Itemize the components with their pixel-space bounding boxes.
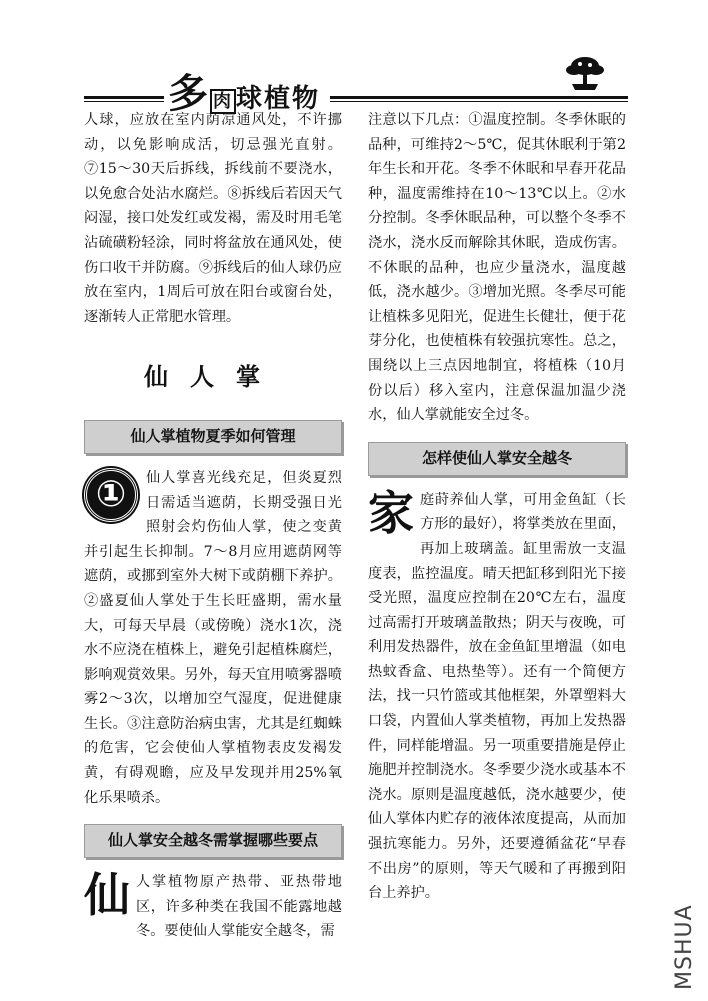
left-paragraph-2-text: 仙人掌喜光线充足，但炎夏烈日需适当遮荫，长期受强日光照射会灼伤仙人掌，使之变黄并引起生长抑制。7～8月应用遮荫网等遮荫，或挪到室外大树下或荫棚下养护。②盛夏仙人掌处于生长旺盛期，需水量大，可每天早晨（或傍晚）浇水1次，浇水不应浇在植株上，避免引起植株腐烂，影响观赏效果。另外，每天宜用喷雾器喷雾2～3次，以增加空气湿度，促进健康生长。③注意防治病虫害，尤其是红蜘蛛的危害，它会使仙人掌植物表皮发褐发黄，有碍观瞻，应及早发现并用25%氧化乐果喷杀。 [84, 469, 342, 806]
header-title-first: 多 [168, 71, 210, 117]
header-rule-right-thin [330, 101, 628, 102]
left-paragraph-2 [84, 466, 342, 810]
left-paragraph-3-text: 人掌植物原产热带、亚热带地区，许多种类在我国不能露地越冬。要使仙人掌能安全越冬，需 [136, 874, 342, 940]
header-rule-left-thin [84, 101, 164, 102]
header-rule-left [84, 96, 164, 99]
left-column [84, 108, 342, 944]
right-paragraph-1: 注意以下几点：①温度控制。冬季休眠的品种，可维持2～5℃，促其休眠利于第2年生长和开花。冬季不休眠和早春开花品种，温度需维持在10～13℃以上。②水分控制。冬季休眠品种，可以整个冬季不浇水，浇水反而解除其休眠，造成伤害。不休眠的品种，也应少量浇水，温度越低，浇水越少。③增加光照。冬季尽可能让植株多见阳光，促进生长健壮，便于花芽分化，也使植株有较强抗寒性。总之，围绕以上三点因地制宜，将植株（10月份以后）移入室内，注意保温加温少浇水，仙人掌就能安全过冬。 [368, 112, 626, 424]
subheading-summer-care: 仙人掌植物夏季如何管理 [84, 420, 342, 454]
header-title-rest: 球植物 [236, 84, 321, 114]
plant-logo-icon [560, 52, 610, 92]
section-title: 仙人掌 [144, 363, 282, 392]
subheading-winter-key-points: 仙人掌安全越冬需掌握哪些要点 [84, 824, 342, 858]
right-paragraph-2 [368, 485, 626, 906]
subheading-safe-winter: 怎样使仙人掌安全越冬 [368, 442, 626, 476]
right-column [368, 108, 626, 906]
right-paragraph-2-text: 庭莳养仙人掌，可用金鱼缸（长方形的最好），将掌类放在里面，再加上玻璃盖。缸里需放一支温度表，监控温度。晴天把缸移到阳光下接受光照，温度应控制在20℃左右，温度过高需打开玻璃盖散热；阴天与夜晚，可利用发热器件，放在金鱼缸里增温（如电热蚊香盒、电热垫等）。还有一个简便方法，找一只竹篮或其他框架，外罩塑料大口袋，内置仙人掌类植物，再加上发热器件，同样能增温。另一项重要措施是停止施肥并控制浇水。冬季要少浇水或基本不浇水。原则是温度越低，浇水越要少，使仙人掌体内贮存的液体浓度提高，从而加强抗寒能力。另外，还要遵循盆花“早春不出房”的原则，等天气暖和了再搬到阳台上养护。 [368, 491, 626, 902]
header-rule-right [330, 96, 628, 99]
header-title-mid: 肉 [210, 89, 236, 114]
left-paragraph-3 [84, 870, 342, 944]
dropcap-xian: 仙 [84, 868, 130, 923]
dropcap-number-one: ① [84, 468, 138, 522]
left-paragraph-1: 人球，应放在室内荫凉通风处，不许挪动，以免影响成活，切忌强光直射。⑦15～30天后拆线，拆线前不要浇水，以免愈合处沾水腐烂。⑧拆线后若因天气闷湿，接口处发红或发褐，需及时用毛笔沾硫磺粉轻涂，同时将盆放在通风处，使伤口收干并防腐。⑨拆线后的仙人球仍应放在室内，1周后可放在阳台或窗台处，逐渐转人正常肥水管理。 [84, 112, 342, 325]
watermark-text: MSHUA [672, 904, 697, 990]
dropcap-jia: 家 [368, 485, 414, 540]
